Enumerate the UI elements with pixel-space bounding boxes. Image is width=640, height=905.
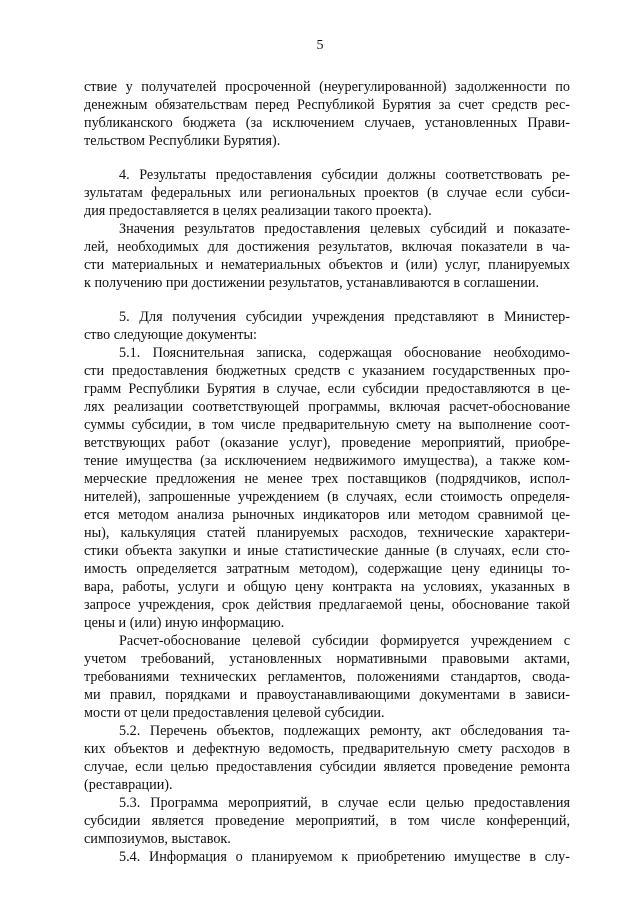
text-line: 4. Результаты предоставления субсидии должны соответствовать ре-: [119, 167, 570, 183]
text-line: сти предоставления бюджетных средств с указанием государственных про-: [84, 363, 570, 379]
text-line: тение имущества (за исключением недвижимого имущества), а также ком-: [84, 453, 570, 469]
text-line: лей, необходимых для достижения результатов, включая показатели в ча-: [84, 239, 570, 255]
text-line: субсидии является проведение мероприятий, в том числе конференций,: [84, 813, 570, 829]
text-line: симпозиумов, выставок.: [84, 831, 231, 847]
text-line: Значения результатов предоставления целевых субсидий и показате-: [119, 221, 570, 237]
text-line: мости от цели предоставления целевой субсидии.: [84, 705, 385, 721]
paragraph-result-values: [84, 220, 570, 292]
text-line: суммы субсидии, в том числе предварительную смету на выполнение соот-: [84, 417, 570, 433]
text-line: ветствующих работ (оказание услуг), проведение мероприятий, приобре-: [84, 435, 570, 451]
text-line: учетом требований, установленных нормативными правовыми актами,: [84, 651, 570, 667]
text-line: к получению при достижении результатов, устанавливаются в соглашении.: [84, 275, 540, 291]
text-line: (реставрации).: [84, 777, 173, 793]
text-line: требованиями технических регламентов, положениями стандартов, сводa-: [84, 669, 570, 685]
text-line: ких объектов и дефектную ведомость, предварительную смету расходов в: [84, 741, 570, 757]
page-number: 5: [316, 38, 324, 53]
text-line: 5. Для получения субсидии учреждения представляют в Министер-: [119, 309, 570, 325]
text-line: цены и (или) иную информацию.: [84, 615, 285, 631]
text-line: мерческие предложения не менее трех поставщиков (подрядчиков, испол-: [84, 471, 570, 487]
text-line: зультатам федеральных или региональных проектов (в случае если субси-: [84, 185, 570, 201]
text-line: лях реализации соответствующей программы, включая расчет-обоснование: [84, 399, 570, 415]
text-line: ствие у получателей просроченной (неурегулированной) задолженности по: [84, 79, 570, 95]
text-line: имость определяется затратным методом), содержащие цену единицы то-: [84, 561, 570, 577]
text-line: публиканского бюджета (за исключением случаев, установленных Прави-: [84, 115, 570, 131]
text-line: Расчет-обоснование целевой субсидии формируется учреждением с: [119, 633, 570, 649]
text-line: ми правил, порядками и правоустанавливающими документами в зависи-: [84, 687, 570, 703]
text-line: ны), калькуляция статей планируемых расходов, технические характери-: [84, 525, 570, 541]
text-line: запросе учреждения, срок действия предлагаемой цены, обоснование такой: [84, 597, 570, 613]
text-line: тельством Республики Бурятия).: [84, 133, 281, 149]
paragraph-item-5-3: [84, 794, 570, 848]
text-line: дия предоставляется в целях реализации такого проекта).: [84, 203, 432, 219]
text-line: случае, если целью предоставления субсидии является проведение ремонта: [84, 759, 570, 775]
text-line: 5.4. Информация о планируемом к приобретению имуществе в слу-: [119, 849, 570, 865]
text-line: ется методом анализа рыночных индикаторов или методом сравнимой це-: [84, 507, 570, 523]
paragraph-item-5-2: [84, 722, 570, 794]
text-line: 5.3. Программа мероприятий, в случае если целью предоставления: [119, 795, 570, 811]
text-line: стики объекта закупки и иные статистические данные (в случаях, если сто-: [84, 543, 570, 559]
text-line: сти материальных и нематериальных объектов и (или) услуг, планируемых: [84, 257, 570, 273]
paragraph-item-5: [84, 308, 570, 344]
text-line: ство следующие документы:: [84, 327, 257, 343]
text-line: 5.2. Перечень объектов, подлежащих ремонту, акт обследования та-: [119, 723, 570, 739]
paragraph-calculation: [84, 632, 570, 722]
text-line: денежным обязательствам перед Республикой Бурятия за счет средств рес-: [84, 97, 570, 113]
paragraph-item-5-4: [84, 848, 570, 866]
paragraph-continuation: [84, 78, 570, 150]
paragraph-item-4: [84, 166, 570, 220]
text-line: 5.1. Пояснительная записка, содержащая обоснование необходимо-: [119, 345, 570, 361]
text-line: вара, работы, услуги и общую цену контракта на условиях, указанных в: [84, 579, 570, 595]
text-line: нителей), запрошенные учреждением (в случаях, если стоимость определя-: [84, 489, 570, 505]
document-body: [84, 78, 570, 866]
text-line: грамм Республики Бурятия в случае, если субсидии предоставляются в це-: [84, 381, 570, 397]
paragraph-item-5-1: [84, 344, 570, 632]
